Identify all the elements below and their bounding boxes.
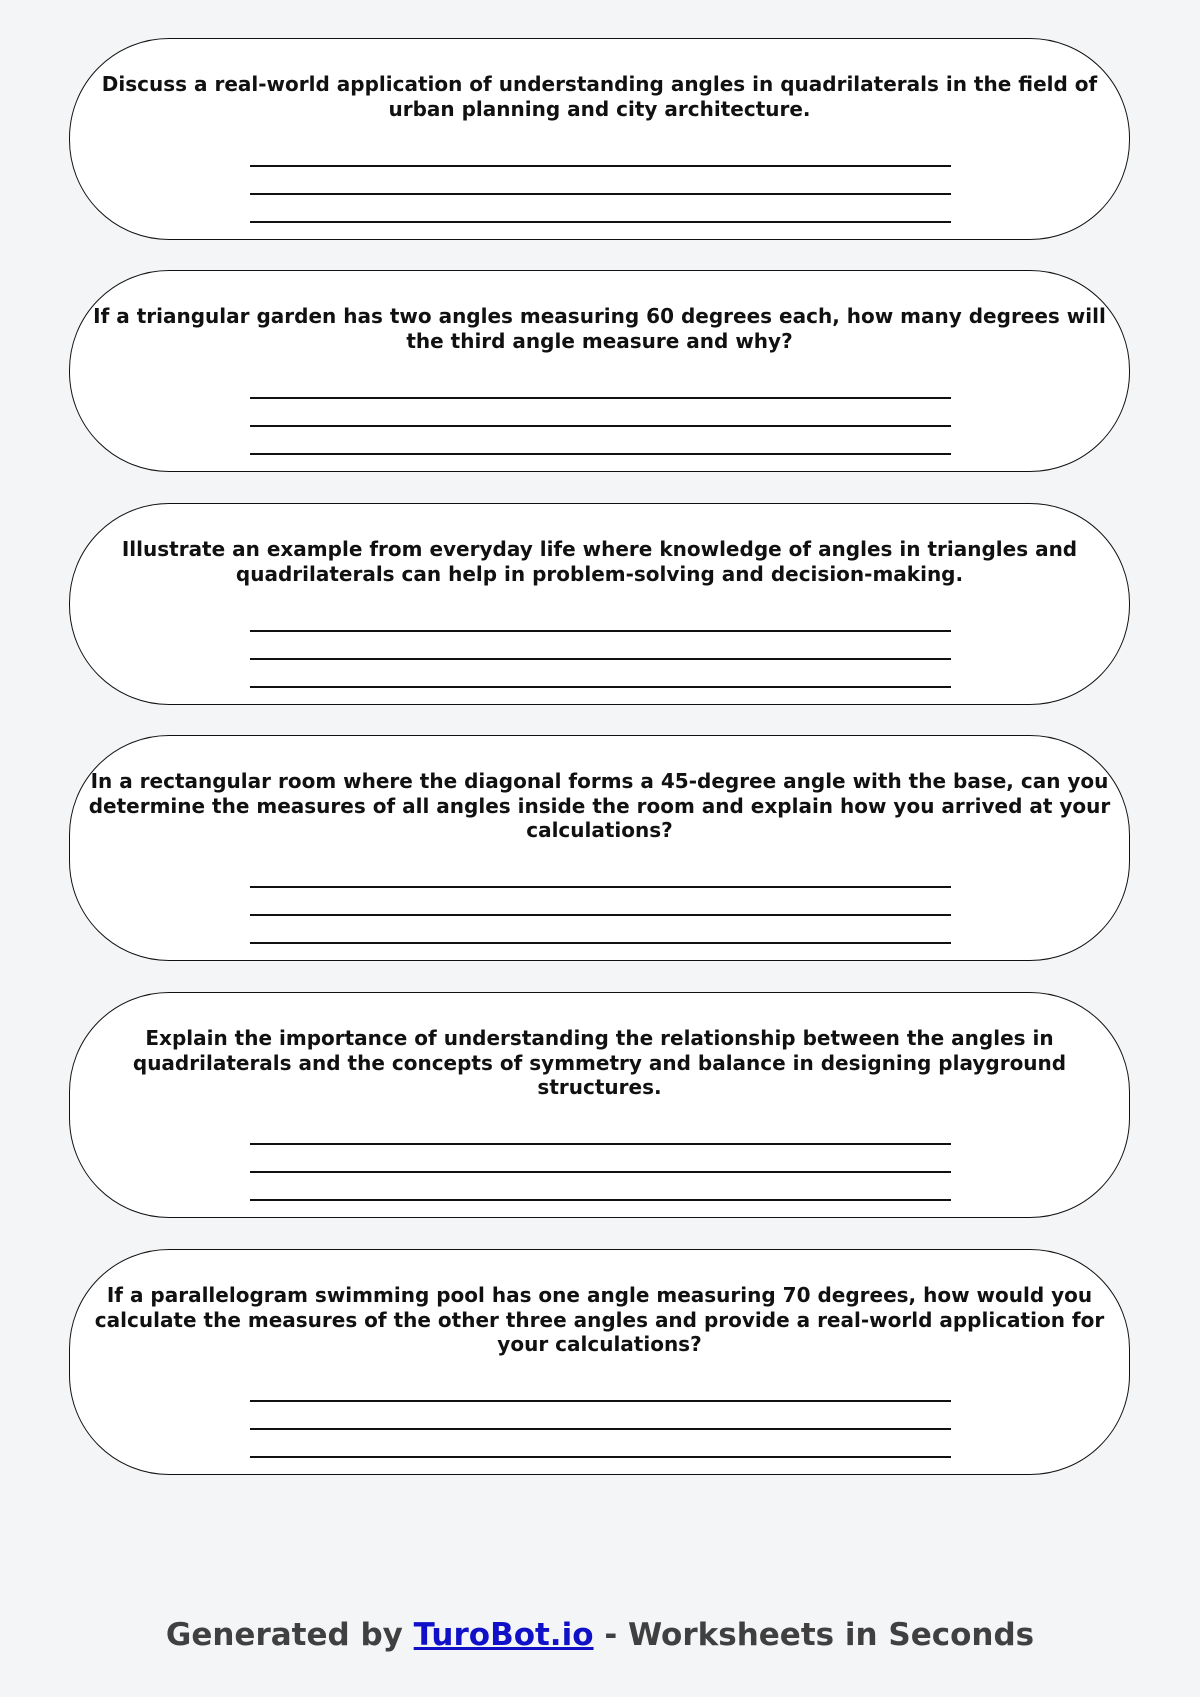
- answer-line: [250, 165, 951, 167]
- answer-line: [250, 1456, 951, 1458]
- answer-line: [250, 658, 951, 660]
- answer-line: [250, 1428, 951, 1430]
- answer-line: [250, 453, 951, 455]
- question-card-6: [69, 1249, 1130, 1475]
- answer-line: [250, 425, 951, 427]
- question-text: In a rectangular room where the diagonal forms a 45-degree angle with the base, can you determine the measures of all angles inside the room and explain how you arrived at your calculations?: [88, 769, 1111, 842]
- question-card-2: [69, 270, 1130, 472]
- answer-line: [250, 1143, 951, 1145]
- answer-line: [250, 1171, 951, 1173]
- question-card-3: [69, 503, 1130, 705]
- answer-line: [250, 686, 951, 688]
- question-card-5: [69, 992, 1130, 1218]
- answer-line: [250, 1400, 951, 1402]
- footer-credit: [0, 1617, 1200, 1653]
- question-text: Discuss a real-world application of understanding angles in quadrilaterals in the field of urban planning and city architecture.: [101, 72, 1098, 121]
- answer-line: [250, 1199, 951, 1201]
- question-text: If a triangular garden has two angles measuring 60 degrees each, how many degrees will the third angle measure and why?: [93, 304, 1106, 353]
- answer-line: [250, 630, 951, 632]
- question-text: If a parallelogram swimming pool has one angle measuring 70 degrees, how would you calculate the measures of the other three angles and provide a real-world application for your calculations?: [94, 1283, 1105, 1356]
- answer-line: [250, 942, 951, 944]
- answer-line: [250, 221, 951, 223]
- answer-line: [250, 397, 951, 399]
- answer-line: [250, 193, 951, 195]
- question-card-1: [69, 38, 1130, 240]
- turobot-link[interactable]: TuroBot.io: [413, 1617, 594, 1653]
- question-text: Illustrate an example from everyday life where knowledge of angles in triangles and quadrilaterals can help in problem-solving and decision-making.: [121, 537, 1078, 586]
- question-text: Explain the importance of understanding the relationship between the angles in quadrilaterals and the concepts of symmetry and balance in designing playground structures.: [132, 1026, 1067, 1099]
- footer-prefix: Generated by: [165, 1617, 403, 1653]
- footer-suffix: - Worksheets in Seconds: [604, 1617, 1035, 1653]
- answer-line: [250, 886, 951, 888]
- question-card-4: [69, 735, 1130, 961]
- answer-line: [250, 914, 951, 916]
